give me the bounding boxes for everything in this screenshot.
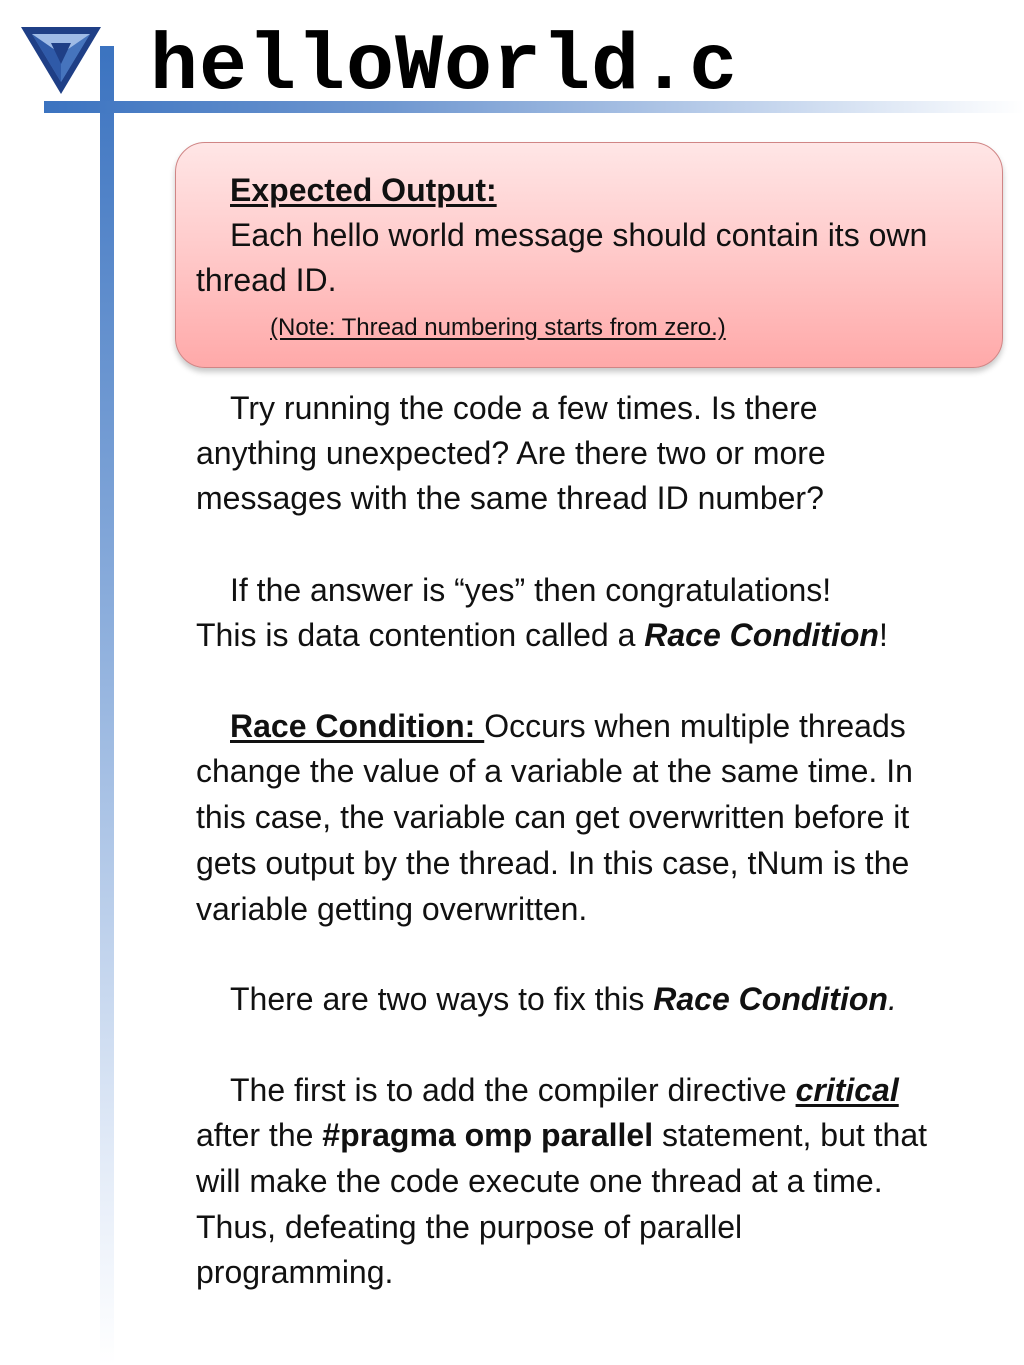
para5-line-5: programming. [196,1254,394,1290]
para3-line-1-rest: Occurs when multiple threads [484,708,906,744]
para5-line-1-prefix: The first is to add the compiler directive [230,1072,796,1108]
para2-line-2 [196,615,888,655]
para1-line-1: Try running the code a few times. Is there [230,390,818,426]
para2-line-1: If the answer is “yes” then congratulations! [230,572,832,608]
race-condition-emphasis-2: Race Condition [653,981,888,1017]
para2-line-2-prefix: This is data contention called a [196,617,645,653]
para5-line-2-prefix: after the [196,1117,323,1153]
callout-note: (Note: Thread numbering starts from zero.) [270,314,726,341]
para4-prefix: There are two ways to fix this [230,981,654,1017]
callout-heading: Expected Output: [230,172,497,208]
para4-line-1 [230,979,897,1019]
callout-text-line-1: Each hello world message should contain its own [230,217,928,253]
para3-line-2: change the value of a variable at the same time. In [196,753,913,789]
page-title: helloWorld.c [150,22,739,113]
race-condition-emphasis: Race Condition [644,617,879,653]
para5-line-2-suffix: statement, but that [653,1117,928,1153]
para3-line-5: variable getting overwritten. [196,891,588,927]
para1-line-2: anything unexpected? Are there two or more [196,435,826,471]
para5-line-4: Thus, defeating the purpose of parallel [196,1209,743,1245]
para5-line-1 [230,1070,899,1110]
inverted-triangle-logo-icon [19,24,103,96]
pragma-directive: #pragma omp parallel [322,1117,654,1153]
race-condition-heading: Race Condition: [230,708,485,744]
para4-suffix: . [887,981,897,1017]
callout-text-line-2: thread ID. [196,262,337,298]
vertical-accent-bar [100,46,114,1365]
para3-line-3: this case, the variable can get overwritten before it [196,799,910,835]
para1-line-3: messages with the same thread ID number? [196,480,824,516]
para5-line-3: will make the code execute one thread at a time. [196,1163,883,1199]
para3-line-4: gets output by the thread. In this case, tNum is the [196,845,910,881]
para3-line-1 [230,706,906,746]
para5-line-2 [196,1115,927,1155]
para2-line-2-suffix: ! [878,617,888,653]
critical-directive-emphasis: critical [795,1072,899,1108]
